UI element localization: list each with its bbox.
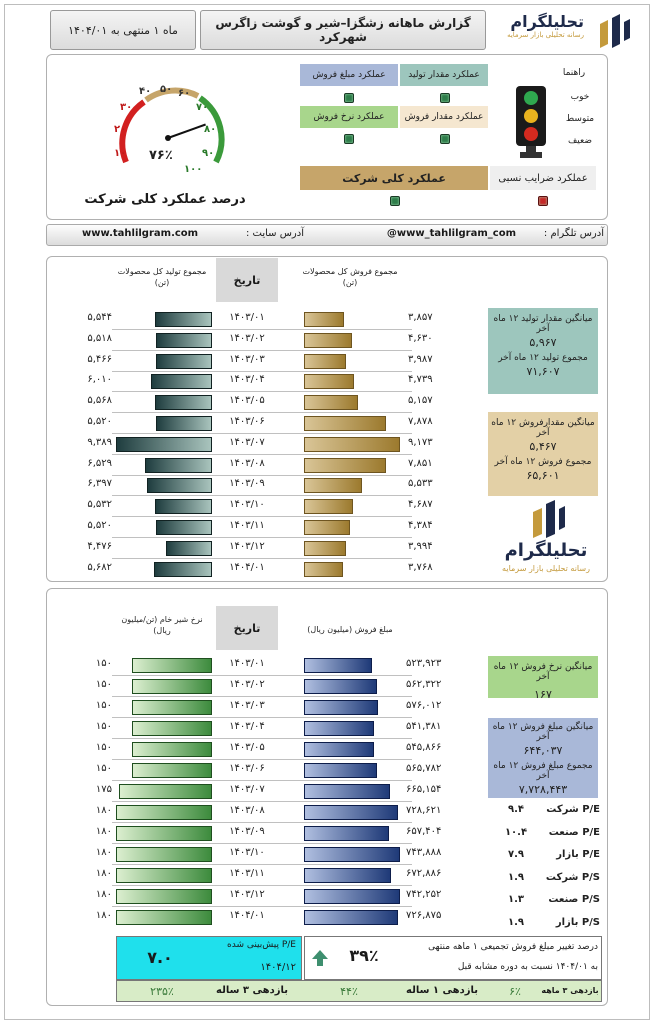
col-header-date-2	[216, 606, 278, 650]
row-date: ۱۴۰۳/۰۲	[229, 679, 265, 690]
gauge-tick: ۵۰	[160, 84, 173, 95]
sum-sales-label: مجموع فروش ۱۲ ماه آخر	[494, 457, 592, 467]
col-header-prod-title: مجموع تولید کل محصولات	[117, 267, 207, 276]
sales-bar	[304, 499, 353, 514]
col-header-date-2-text: تاریخ	[233, 621, 261, 635]
sales-bar	[304, 374, 354, 389]
row-separator	[112, 558, 412, 559]
ret3m-value: ۶٪	[509, 985, 521, 998]
row-separator	[112, 329, 412, 330]
avg-rate-value: ۱۶۷	[534, 688, 552, 701]
rate-bar	[132, 700, 212, 715]
sales-value: ۳,۹۸۷	[408, 353, 433, 365]
sales-bar	[304, 478, 362, 493]
prod-bar	[156, 520, 212, 535]
telegram-label: آدرس تلگرام :	[543, 228, 604, 239]
row-date: ۱۴۰۳/۰۶	[229, 416, 265, 427]
row-separator	[112, 759, 412, 760]
sales-value: ۴,۷۳۹	[408, 374, 433, 386]
sales-bar	[304, 437, 400, 452]
prod-bar	[147, 478, 212, 493]
sum-amount-label: مجموع مبلغ فروش ۱۲ ماه آخر	[493, 761, 593, 781]
amount-bar	[304, 805, 398, 820]
site-label: آدرس سایت :	[245, 228, 304, 239]
indicator-sales-amount	[344, 93, 354, 103]
row-date: ۱۴۰۳/۰۸	[229, 805, 265, 816]
sum-amount-value: ۷,۷۲۸,۴۴۳	[518, 783, 568, 796]
amount-value: ۷۴۳,۸۸۸	[406, 847, 442, 858]
sales-value: ۴,۶۸۷	[408, 499, 433, 511]
rate-bar	[116, 889, 212, 904]
col-header-sales	[300, 266, 400, 288]
prod-bar	[155, 312, 212, 327]
prod-bar	[166, 541, 212, 556]
amount-bar	[304, 700, 378, 715]
avg-sales-label: میانگین مقدارفروش ۱۲ ماه آخر	[491, 418, 595, 438]
sales-bar	[304, 333, 352, 348]
ratio-label: P/S صنعت	[548, 894, 600, 906]
rate-value: ۱۵۰	[95, 742, 112, 753]
row-date: ۱۴۰۴/۰۱	[229, 561, 265, 573]
watermark-brand-tagline: رسانه تحلیلی بازار سرمایه	[502, 564, 590, 573]
row-date: ۱۴۰۳/۰۳	[229, 700, 265, 711]
row-date: ۱۴۰۳/۰۱	[229, 312, 265, 323]
sales-bar	[304, 416, 386, 431]
row-separator	[112, 885, 412, 886]
row-date: ۱۴۰۳/۰۲	[229, 332, 265, 344]
row-separator	[112, 454, 412, 455]
prod-value: ۵,۵۱۸	[87, 332, 112, 344]
gauge-hub	[165, 135, 171, 141]
ratio-value: ۱.۹	[507, 917, 524, 928]
tag-sales-rate: عملکرد نرخ فروش	[300, 106, 398, 128]
amount-value: ۶۶۵,۱۵۴	[406, 784, 442, 795]
row-date: ۱۴۰۳/۰۳	[229, 353, 265, 365]
amount-bar	[304, 847, 400, 862]
gauge-tick: ۹۰	[202, 148, 215, 159]
row-separator	[112, 495, 412, 496]
prod-value: ۵,۵۶۸	[87, 395, 112, 407]
sales-bar	[304, 541, 346, 556]
prod-stats-box	[488, 308, 598, 394]
traffic-green	[524, 91, 538, 105]
amount-value: ۵۶۵,۷۸۲	[406, 763, 442, 774]
traffic-guide-label: راهنما	[562, 68, 586, 78]
sales-value: ۷,۸۵۱	[408, 457, 433, 469]
row-date: ۱۴۰۳/۱۱	[229, 520, 265, 531]
rate-value: ۱۵۰	[95, 658, 112, 669]
ret1y-value: ۴۴٪	[340, 985, 358, 998]
ratio-value: ۹.۴	[507, 804, 524, 815]
rate-bar	[132, 679, 212, 694]
watermark-logo	[520, 500, 570, 540]
prod-bar	[154, 562, 212, 577]
rate-bar	[119, 784, 212, 799]
ret3y-label: بازدهی ۳ ساله	[216, 985, 288, 996]
col-header-rate: نرخ شیر خام (تن/میلیون ریال)	[121, 615, 203, 635]
amount-value: ۷۲۸,۶۲۱	[406, 805, 442, 816]
amount-bar	[304, 742, 374, 757]
amount-bar	[304, 910, 398, 925]
change-text-1: درصد تغییر مبلغ فروش تجمیعی ۱ ماهه منتهی	[428, 942, 598, 952]
tag-sales-amount: عملکرد مبلغ فروش	[300, 64, 398, 86]
indicator-sales-rate	[344, 134, 354, 144]
row-date: ۱۴۰۳/۱۰	[229, 847, 265, 858]
gauge-tick: ۳۰	[120, 102, 133, 113]
sales-value: ۳,۸۵۷	[408, 312, 433, 323]
amount-value: ۷۴۲,۲۵۲	[406, 889, 442, 900]
change-pct: ۳۹٪	[349, 946, 379, 965]
rate-stats-box	[488, 656, 598, 701]
prod-value: ۶,۰۱۰	[87, 374, 112, 386]
sales-value: ۵,۱۵۷	[408, 395, 433, 407]
traffic-yellow	[524, 109, 538, 123]
rate-value: ۱۵۰	[95, 700, 112, 711]
sales-value: ۹,۱۷۳	[408, 436, 433, 448]
row-separator	[112, 864, 412, 865]
col-header-sales-title: مجموع فروش کل محصولات	[302, 267, 398, 276]
row-date: ۱۴۰۳/۱۲	[229, 540, 265, 552]
prod-bar	[151, 374, 212, 389]
indicator-sales-volume	[440, 134, 450, 144]
prod-bar	[116, 437, 212, 452]
sales-stats-box	[488, 412, 598, 496]
tag-overall: عملکرد کلی شرکت	[300, 166, 488, 190]
tag-production-volume: عملکرد مقدار تولید	[400, 64, 488, 86]
amount-bar	[304, 826, 389, 841]
amount-value: ۶۵۷,۴۰۴	[406, 826, 442, 837]
sales-value: ۵,۵۳۳	[408, 478, 433, 490]
col-header-date-text: تاریخ	[233, 273, 261, 287]
row-date: ۱۴۰۴/۰۱	[229, 910, 265, 921]
rate-value: ۱۸۰	[95, 826, 112, 837]
amount-bar	[304, 784, 390, 799]
ratio-value: ۱.۳	[507, 894, 524, 906]
tag-sales-volume: عملکرد مقدار فروش	[400, 106, 488, 128]
amount-bar	[304, 679, 377, 694]
pe-forecast-value: ۷.۰	[147, 948, 173, 967]
gauge-tick: ۲۰	[114, 124, 127, 135]
row-separator	[112, 475, 412, 476]
up-arrow-icon	[310, 948, 330, 968]
change-text-2: به ۱۴۰۴/۰۱ نسبت به دوره مشابه قبل	[457, 962, 598, 972]
gauge-needle	[168, 125, 206, 139]
prod-value: ۵,۶۸۲	[87, 561, 112, 573]
gauge-tick: ۴۰	[139, 86, 152, 97]
rate-bar	[132, 721, 212, 736]
site-link[interactable]: www.tahlilgram.com	[82, 228, 199, 239]
row-separator	[112, 738, 412, 739]
row-separator	[112, 391, 412, 392]
sales-value: ۳,۹۹۴	[408, 540, 433, 552]
row-date: ۱۴۰۳/۰۶	[229, 763, 265, 774]
ratio-label: P/E صنعت	[548, 826, 600, 838]
prod-value: ۶,۵۲۹	[87, 457, 112, 469]
prod-bar	[155, 499, 212, 514]
gauge-value: ۷۶٪	[149, 148, 173, 163]
row-separator	[112, 696, 412, 697]
sales-value: ۴,۶۳۰	[408, 332, 433, 344]
row-separator	[112, 371, 412, 372]
row-separator	[112, 675, 412, 676]
amount-stats-box	[488, 718, 598, 798]
col-header-prod-unit: (تن)	[154, 278, 170, 287]
ret3m-label: بازدهی ۳ ماهه	[541, 986, 599, 995]
watermark-brand-name: تحلیلگرام	[504, 540, 588, 561]
row-separator	[112, 780, 412, 781]
gauge-tick: ۷۰	[196, 102, 209, 113]
amount-bar	[304, 763, 377, 778]
prod-value: ۴,۴۷۶	[87, 540, 112, 552]
ratio-label: P/E بازار	[556, 849, 600, 861]
row-separator	[112, 717, 412, 718]
row-separator	[112, 516, 412, 517]
amount-value: ۵۴۵,۸۶۶	[406, 742, 442, 753]
avg-amount-value: ۶۴۴,۰۳۷	[523, 744, 563, 757]
telegram-link[interactable]: @www_tahlilgram_com	[386, 228, 516, 239]
prod-bar	[155, 395, 212, 410]
prod-bar	[156, 333, 212, 348]
row-separator	[112, 906, 412, 907]
sales-bar	[304, 354, 346, 369]
sales-value: ۷,۸۷۸	[408, 416, 433, 427]
row-date: ۱۴۰۳/۰۹	[229, 826, 265, 837]
sales-bar	[304, 520, 350, 535]
traffic-light	[508, 84, 558, 160]
rate-value: ۱۸۰	[95, 847, 112, 858]
rate-value: ۱۸۰	[95, 910, 112, 921]
row-date: ۱۴۰۳/۰۵	[229, 742, 265, 753]
amount-bar	[304, 721, 374, 736]
ratio-label: P/S بازار	[555, 917, 600, 928]
rate-value: ۱۵۰	[95, 763, 112, 774]
brand-tagline: رسانه تحلیلی بازار سرمایه	[507, 31, 584, 39]
row-date: ۱۴۰۳/۰۴	[229, 374, 265, 386]
rate-bar	[116, 847, 212, 862]
row-date: ۱۴۰۳/۰۴	[229, 721, 265, 732]
rate-bar	[132, 658, 212, 673]
prod-value: ۵,۵۴۴	[87, 312, 112, 323]
row-separator	[112, 822, 412, 823]
row-date: ۱۴۰۳/۰۸	[229, 457, 265, 469]
brand-name: تحلیلگرام	[510, 12, 584, 31]
prod-value: ۵,۵۳۲	[87, 499, 112, 511]
sum-prod-label: مجموع تولید ۱۲ ماه آخر	[498, 353, 588, 363]
row-date: ۱۴۰۳/۱۲	[229, 889, 265, 900]
prod-value: ۶,۳۹۷	[87, 478, 112, 490]
sum-prod-value: ۷۱,۶۰۷	[526, 365, 560, 378]
prod-bar	[156, 354, 212, 369]
gauge-tick: ۱۰۰	[184, 164, 203, 175]
sales-bar	[304, 562, 343, 577]
prod-value: ۵,۵۲۰	[87, 416, 112, 427]
row-date: ۱۴۰۳/۰۷	[229, 784, 265, 795]
sales-bar	[304, 395, 358, 410]
row-separator	[112, 801, 412, 802]
ret3y-value: ۲۳۵٪	[150, 985, 174, 998]
report-period: ماه ۱ منتهی به ۱۴۰۴/۰۱	[50, 10, 196, 50]
rate-value: ۱۸۰	[95, 805, 112, 816]
row-separator	[112, 350, 412, 351]
row-date: ۱۴۰۳/۰۹	[229, 478, 265, 490]
rate-value: ۱۸۰	[95, 889, 112, 900]
sales-bar	[304, 312, 344, 327]
ratio-label: P/S شرکت	[545, 871, 600, 883]
rate-bar	[116, 805, 212, 820]
traffic-weak-label: ضعیف	[567, 136, 593, 146]
amount-value: ۶۷۲,۸۸۶	[406, 868, 442, 879]
ratio-label: P/E شرکت	[546, 804, 600, 815]
row-date: ۱۴۰۳/۰۷	[229, 436, 265, 448]
amount-value: ۵۴۱,۳۸۱	[406, 721, 442, 732]
avg-prod-value: ۵,۹۶۷	[529, 336, 557, 349]
avg-sales-value: ۵,۴۶۷	[529, 440, 557, 453]
row-date: ۱۴۰۳/۱۱	[229, 868, 265, 879]
sales-value: ۴,۳۸۴	[408, 520, 433, 531]
pe-forecast-label: P/E پیش‌بینی شده	[227, 940, 296, 950]
prod-bar	[145, 458, 212, 473]
col-header-prod	[112, 266, 212, 288]
prod-value: ۵,۵۲۰	[87, 520, 112, 531]
row-separator	[112, 843, 412, 844]
row-separator	[112, 412, 412, 413]
row-separator	[112, 537, 412, 538]
amount-value: ۵۲۳,۹۲۳	[406, 658, 442, 669]
traffic-good-label: خوب	[570, 92, 590, 102]
amount-bar	[304, 889, 400, 904]
ratio-value: ۱.۹	[507, 871, 524, 883]
sales-bar	[304, 458, 386, 473]
rate-bar	[116, 910, 212, 925]
indicator-production-volume	[440, 93, 450, 103]
amount-bar	[304, 658, 372, 673]
avg-amount-label: میانگین مبلغ فروش ۱۲ ماه آخر	[492, 722, 594, 742]
avg-rate-label: میانگین نرخ فروش ۱۲ ماه آخر	[493, 662, 593, 682]
ret1y-label: بازدهی ۱ ساله	[406, 985, 478, 996]
gauge-tick: ۱۰	[114, 148, 127, 159]
amount-bar	[304, 868, 391, 883]
col-header-amount: مبلغ فروش (میلیون ریال)	[307, 625, 393, 634]
amount-value: ۵۶۲,۳۲۲	[406, 679, 442, 690]
ratio-value: ۷.۹	[507, 849, 524, 861]
traffic-medium-label: متوسط	[565, 114, 595, 124]
col-header-date	[216, 258, 278, 302]
sum-sales-value: ۶۵,۶۰۱	[526, 469, 560, 482]
rate-bar	[132, 763, 212, 778]
rate-value: ۱۵۰	[95, 679, 112, 690]
pe-forecast-date: ۱۴۰۴/۱۲	[260, 962, 296, 973]
rate-value: ۱۵۰	[95, 721, 112, 732]
brand-block	[492, 12, 584, 39]
ratio-value: ۱۰.۴	[504, 826, 528, 838]
row-date: ۱۴۰۳/۰۱	[229, 658, 265, 669]
indicator-relative-ratios	[538, 196, 548, 206]
row-date: ۱۴۰۳/۱۰	[229, 499, 265, 511]
avg-prod-label: میانگین مقدار تولید ۱۲ ماه آخر	[493, 314, 593, 334]
prod-value: ۹,۳۸۹	[87, 436, 112, 448]
indicator-overall	[390, 196, 400, 206]
row-separator	[112, 433, 412, 434]
row-date: ۱۴۰۳/۰۵	[229, 395, 265, 407]
tag-relative-ratios: عملکرد ضرایب نسبی	[490, 166, 596, 190]
rate-value: ۱۷۵	[95, 784, 112, 795]
rate-bar	[116, 826, 212, 841]
gauge-tick: ۸۰	[204, 124, 217, 135]
traffic-red	[524, 127, 538, 141]
prod-value: ۵,۴۶۶	[87, 353, 112, 365]
prod-bar	[156, 416, 212, 431]
gauge-caption: درصد عملکرد کلی شرکت	[84, 192, 246, 207]
rate-bar	[132, 742, 212, 757]
rate-bar	[116, 868, 212, 883]
brand-logo	[586, 14, 636, 48]
gauge-tick: ۶۰	[178, 88, 191, 99]
amount-value: ۵۷۶,۰۱۲	[406, 700, 442, 711]
rate-value: ۱۸۰	[95, 868, 112, 879]
sales-value: ۳,۷۶۸	[408, 561, 433, 573]
report-title: گزارش ماهانه زشگزا–شیر و گوشت زاگرس شهرکرد	[200, 10, 486, 50]
col-header-sales-unit: (تن)	[342, 278, 358, 287]
amount-value: ۷۲۶,۸۷۵	[406, 910, 442, 921]
